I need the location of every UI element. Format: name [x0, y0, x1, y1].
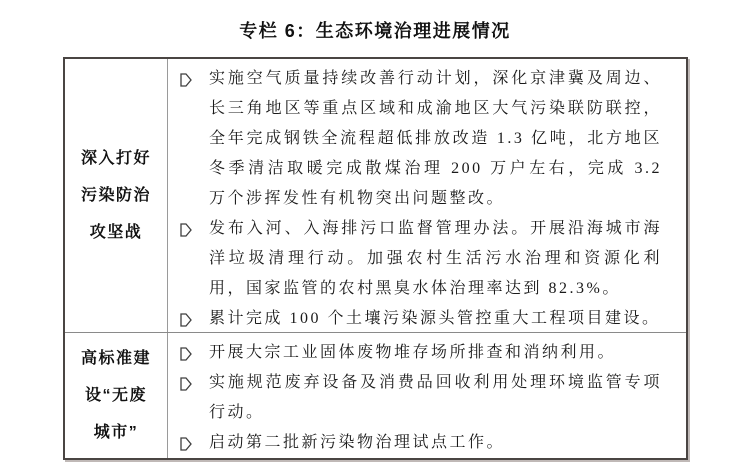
list-item: [179, 64, 662, 214]
row-label-line: 城市”: [93, 424, 139, 441]
list-item-text: 实施空气质量持续改善行动计划，深化京津冀及周边、长三角地区等重点区域和成渝地区大气污染联防联控，全年完成钢铁全流程超低排放改造 1.3 亿吨，北方地区冬季清洁取暖完成散煤治理 200 万户左右，完成 3.2 万个涉挥发性有机物突出问题整改。: [209, 70, 662, 207]
pentagon-arrow-right-icon: [179, 222, 193, 238]
row-label-zero-waste-city: [65, 333, 168, 458]
list-item-text: 发布入河、入海排污口监督管理办法。开展沿海城市海洋垃圾清理行动。加强农村生活污水治理和资源化利用，国家监管的农村黑臭水体治理率达到 82.3%。: [209, 220, 662, 297]
row-label-pollution-battle: [65, 59, 168, 332]
table-row: [65, 59, 686, 332]
pentagon-arrow-right-icon: [179, 72, 193, 88]
list-item: [179, 338, 662, 368]
row-content: [168, 333, 686, 458]
row-content: [168, 59, 686, 332]
row-label-line: 设“无废: [84, 387, 147, 404]
panel-title: 专栏 6：生态环境治理进展情况: [239, 21, 511, 41]
list-item-text: 实施规范废弃设备及消费品回收利用处理环境监管专项行动。: [209, 374, 662, 421]
list-item-text: 开展大宗工业固体废物堆存场所排查和消纳利用。: [209, 344, 617, 361]
list-item-text: 启动第二批新污染物治理试点工作。: [209, 434, 506, 451]
list-item: [179, 214, 662, 304]
row-label-line: 污染防治: [80, 187, 151, 204]
list-item: [179, 368, 662, 428]
list-item: [179, 304, 662, 334]
table-row: [65, 332, 686, 458]
row-label-line: 高标准建: [80, 350, 151, 367]
pentagon-arrow-right-icon: [179, 376, 193, 392]
pentagon-arrow-right-icon: [179, 346, 193, 362]
pentagon-arrow-right-icon: [179, 312, 193, 328]
row-label-line: 深入打好: [80, 150, 151, 167]
progress-table: [63, 57, 688, 460]
list-item-text: 累计完成 100 个土壤污染源头管控重大工程项目建设。: [209, 310, 661, 327]
pentagon-arrow-right-icon: [179, 436, 193, 452]
row-label-line: 攻坚战: [89, 224, 143, 241]
list-item: [179, 428, 662, 458]
